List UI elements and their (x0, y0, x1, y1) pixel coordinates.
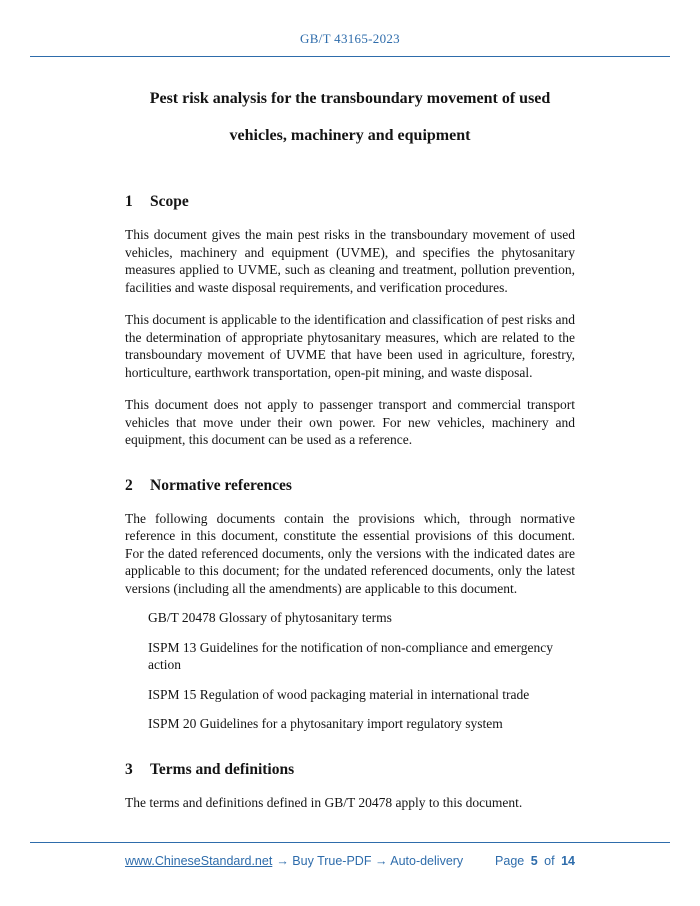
total-pages: 14 (561, 854, 575, 868)
footer-buy-text: → Buy True-PDF → Auto-delivery (276, 854, 464, 868)
footer-divider (30, 842, 670, 843)
paragraph: The following documents contain the provisions which, through normative reference in this document, constitute the essential provisions of this document. For the dated referenced documents, only the versions with the indicated dates are applicable to this document; for the undated referenced documents, only the latest versions (including all the amendments) are applicable to this document. (125, 510, 575, 596)
section-heading-normative-references (125, 476, 575, 495)
paragraph: The terms and definitions defined in GB/T 20478 apply to this document. (125, 794, 523, 810)
reference-item: ISPM 20 Guidelines for a phytosanitary import regulatory system (148, 716, 503, 731)
page-footer (0, 842, 700, 868)
page-header (0, 0, 700, 57)
paragraph: This document gives the main pest risks in the transboundary movement of used vehicles, machinery and equipment (UVME), and specifies the phytosanitary measures applied to UVME, such as cleaning and treatment, pollution prevention, facilities and waste disposal requirements, and verification procedures. (125, 227, 575, 295)
header-divider (30, 56, 670, 57)
of-label: of (544, 854, 555, 868)
section-heading-terms-and-definitions (125, 760, 575, 779)
reference-item: ISPM 15 Regulation of wood packaging material in international trade (148, 686, 530, 702)
section-title: Normative references (150, 476, 292, 494)
reference-item: GB/T 20478 Glossary of phytosanitary terms (148, 610, 392, 625)
doc-number: GB/T 43165-2023 (300, 31, 400, 46)
section-title: Scope (150, 193, 189, 210)
page-indicator (495, 854, 575, 868)
footer-promo (125, 854, 463, 868)
section-number: 2 (125, 476, 133, 494)
section-title: Terms and definitions (150, 760, 295, 778)
section-number: 1 (125, 193, 133, 210)
page-number: 5 (530, 854, 538, 868)
document-title-line1: Pest risk analysis for the transboundary movement of used (149, 90, 551, 107)
document-title (125, 89, 575, 146)
website-link[interactable]: www.ChineseStandard.net (125, 854, 273, 868)
paragraph: This document does not apply to passenger transport and commercial transport vehicles that move under their own power. For new vehicles, machinery and equipment, this document can be used as a reference. (125, 397, 575, 447)
reference-item: ISPM 13 Guidelines for the notification of non-compliance and emergency action (148, 639, 554, 672)
paragraph: This document is applicable to the identification and classification of pest risks and the determination of appropriate phytosanitary measures, which are related to the transboundary movement of UVME that have been used in agriculture, forestry, horticulture, earthwork transportation, open-pit mining, and waste disposal. (125, 312, 575, 380)
document-content (125, 89, 575, 811)
page-label: Page (495, 854, 525, 868)
document-title-line2: vehicles, machinery and equipment (229, 127, 471, 144)
section-heading-scope (125, 192, 575, 211)
section-number: 3 (125, 760, 133, 778)
